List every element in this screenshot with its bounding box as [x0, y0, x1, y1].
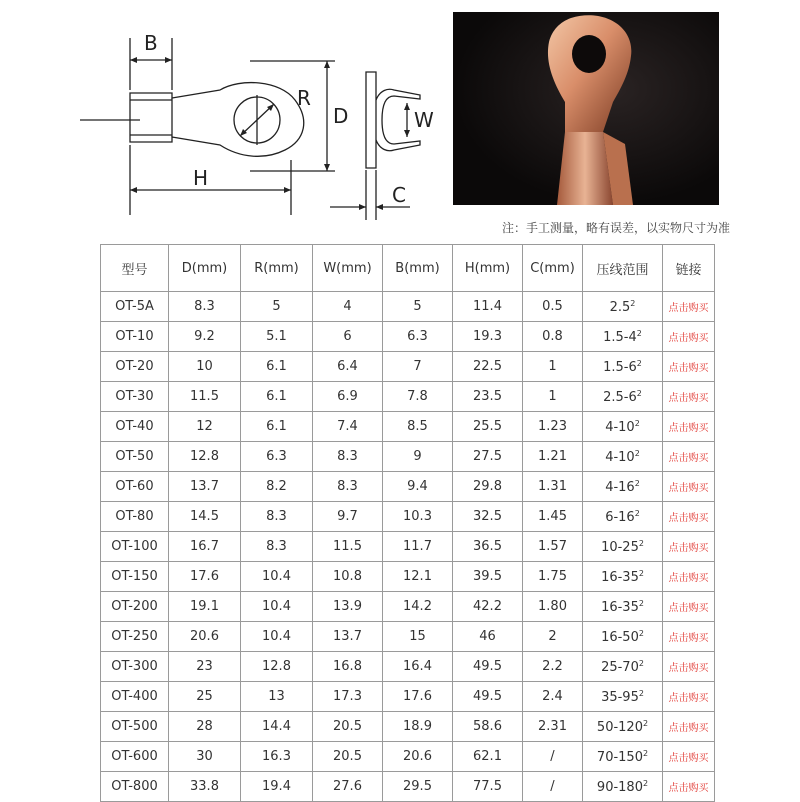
table-cell: 39.5	[453, 562, 523, 592]
table-cell: 19.3	[453, 322, 523, 352]
wire-range-value: 70-150	[596, 749, 643, 765]
table-cell: 11.5	[169, 382, 241, 412]
table-cell: 8.3	[169, 292, 241, 322]
table-row	[101, 382, 715, 412]
table-row	[101, 712, 715, 742]
buy-link[interactable]: 点击购买	[663, 562, 715, 592]
squared-exponent: 2	[630, 298, 636, 308]
label-w: W	[414, 108, 434, 132]
table-cell: 1	[523, 382, 583, 412]
table-cell: 14.2	[383, 592, 453, 622]
table-cell: 25.5	[453, 412, 523, 442]
table-cell: 1.57	[523, 532, 583, 562]
table-row	[101, 412, 715, 442]
squared-exponent: 2	[634, 478, 640, 488]
col-header: C(mm)	[523, 245, 583, 292]
buy-link[interactable]: 点击购买	[663, 502, 715, 532]
table-cell: 33.8	[169, 772, 241, 802]
wire-range-cell	[583, 382, 663, 412]
lug-side-view	[366, 72, 376, 168]
buy-link[interactable]: 点击购买	[663, 292, 715, 322]
spec-table	[100, 244, 715, 802]
table-cell: 1.23	[523, 412, 583, 442]
table-cell: 17.3	[313, 682, 383, 712]
squared-exponent: 2	[638, 658, 644, 668]
table-cell: 1.45	[523, 502, 583, 532]
table-cell: 6.9	[313, 382, 383, 412]
table-cell: 77.5	[453, 772, 523, 802]
wire-range-value: 10-25	[601, 539, 639, 555]
table-cell: 19.4	[241, 772, 313, 802]
table-cell: 12.1	[383, 562, 453, 592]
squared-exponent: 2	[634, 418, 640, 428]
table-row	[101, 292, 715, 322]
table-cell: 6.1	[241, 412, 313, 442]
table-row	[101, 622, 715, 652]
table-row	[101, 502, 715, 532]
squared-exponent: 2	[642, 748, 649, 758]
col-header: B(mm)	[383, 245, 453, 292]
table-cell: OT-30	[101, 382, 169, 412]
buy-link[interactable]: 点击购买	[663, 712, 715, 742]
table-cell: 12	[169, 412, 241, 442]
wire-range-value: 4-16	[605, 479, 635, 495]
squared-exponent: 2	[636, 358, 642, 368]
table-cell: 2	[523, 622, 583, 652]
buy-link[interactable]: 点击购买	[663, 772, 715, 802]
squared-exponent: 2	[634, 448, 640, 458]
wire-range-value: 2.5	[609, 299, 631, 315]
col-header: W(mm)	[313, 245, 383, 292]
wire-range-cell	[583, 652, 663, 682]
buy-link[interactable]: 点击购买	[663, 382, 715, 412]
table-cell: 16.4	[383, 652, 453, 682]
wire-range-cell	[583, 502, 663, 532]
buy-link[interactable]: 点击购买	[663, 352, 715, 382]
table-cell: 17.6	[169, 562, 241, 592]
table-cell: 12.8	[241, 652, 313, 682]
table-cell: 9	[383, 442, 453, 472]
table-cell: 11.7	[383, 532, 453, 562]
table-cell: 14.4	[241, 712, 313, 742]
table-cell: 2.31	[523, 712, 583, 742]
wire-range-cell	[583, 442, 663, 472]
squared-exponent: 2	[638, 568, 644, 578]
wire-range-value: 16-35	[601, 569, 639, 585]
wire-range-value: 4-10	[605, 419, 635, 435]
table-cell: 13.7	[313, 622, 383, 652]
table-cell: 6.1	[241, 352, 313, 382]
buy-link[interactable]: 点击购买	[663, 592, 715, 622]
table-cell: 19.1	[169, 592, 241, 622]
table-cell: OT-150	[101, 562, 169, 592]
table-row	[101, 532, 715, 562]
table-cell: OT-400	[101, 682, 169, 712]
buy-link[interactable]: 点击购买	[663, 532, 715, 562]
label-h: H	[193, 166, 209, 190]
table-cell: 1	[523, 352, 583, 382]
col-header: 压线范围	[583, 245, 663, 292]
squared-exponent: 2	[638, 598, 644, 608]
table-row	[101, 592, 715, 622]
table-cell: 5.1	[241, 322, 313, 352]
wire-range-cell	[583, 292, 663, 322]
table-cell: /	[523, 742, 583, 772]
table-row	[101, 472, 715, 502]
wire-range-value: 1.5-4	[603, 329, 637, 345]
wire-range-value: 25-70	[601, 659, 639, 675]
table-cell: 46	[453, 622, 523, 652]
table-cell: 1.80	[523, 592, 583, 622]
col-header: R(mm)	[241, 245, 313, 292]
table-row	[101, 682, 715, 712]
table-cell: OT-100	[101, 532, 169, 562]
table-cell: 10.8	[313, 562, 383, 592]
label-d: D	[333, 104, 349, 128]
buy-link[interactable]: 点击购买	[663, 652, 715, 682]
table-cell: 13.9	[313, 592, 383, 622]
table-cell: 5	[383, 292, 453, 322]
table-cell: 12.8	[169, 442, 241, 472]
table-cell: 8.3	[241, 502, 313, 532]
wire-range-cell	[583, 742, 663, 772]
table-cell: 2.4	[523, 682, 583, 712]
squared-exponent: 2	[638, 688, 644, 698]
squared-exponent: 2	[636, 388, 642, 398]
table-cell: 23	[169, 652, 241, 682]
wire-range-cell	[583, 472, 663, 502]
squared-exponent: 2	[638, 628, 644, 638]
table-cell: 36.5	[453, 532, 523, 562]
table-cell: 2.2	[523, 652, 583, 682]
wire-range-cell	[583, 532, 663, 562]
buy-link[interactable]: 点击购买	[663, 742, 715, 772]
table-cell: 17.6	[383, 682, 453, 712]
buy-link[interactable]: 点击购买	[663, 322, 715, 352]
table-cell: 20.5	[313, 712, 383, 742]
buy-link[interactable]: 点击购买	[663, 472, 715, 502]
table-cell: 49.5	[453, 652, 523, 682]
header-row	[101, 245, 715, 292]
wire-range-cell	[583, 322, 663, 352]
table-cell: 29.5	[383, 772, 453, 802]
wire-range-cell	[583, 682, 663, 712]
table-cell: 25	[169, 682, 241, 712]
table-cell: 28	[169, 712, 241, 742]
table-cell: 14.5	[169, 502, 241, 532]
table-cell: OT-40	[101, 412, 169, 442]
col-header: D(mm)	[169, 245, 241, 292]
table-cell: 20.6	[169, 622, 241, 652]
table-cell: OT-600	[101, 742, 169, 772]
table-cell: 32.5	[453, 502, 523, 532]
buy-link[interactable]: 点击购买	[663, 442, 715, 472]
wire-range-value: 50-120	[596, 719, 643, 735]
table-cell: 9.7	[313, 502, 383, 532]
table-cell: 1.31	[523, 472, 583, 502]
table-cell: 8.3	[313, 472, 383, 502]
table-row	[101, 322, 715, 352]
table-cell: 6.3	[383, 322, 453, 352]
buy-link[interactable]: 点击购买	[663, 412, 715, 442]
measurement-note: 注：手工测量，略有误差，以实物尺寸为准	[501, 221, 730, 235]
table-cell: 1.75	[523, 562, 583, 592]
table-cell: 10.3	[383, 502, 453, 532]
table-cell: OT-800	[101, 772, 169, 802]
table-cell: 7.4	[313, 412, 383, 442]
table-cell: 16.3	[241, 742, 313, 772]
label-r: R	[297, 86, 311, 110]
table-cell: 8.2	[241, 472, 313, 502]
table-cell: 7.8	[383, 382, 453, 412]
squared-exponent: 2	[642, 718, 649, 728]
table-cell: OT-80	[101, 502, 169, 532]
table-cell: 1.21	[523, 442, 583, 472]
table-cell: 0.5	[523, 292, 583, 322]
wire-range-cell	[583, 562, 663, 592]
table-cell: 6.3	[241, 442, 313, 472]
table-row	[101, 442, 715, 472]
table-cell: OT-60	[101, 472, 169, 502]
table-cell: 10.4	[241, 622, 313, 652]
wire-range-value: 4-10	[605, 449, 635, 465]
table-row	[101, 352, 715, 382]
wire-range-cell	[583, 592, 663, 622]
wire-range-cell	[583, 622, 663, 652]
squared-exponent: 2	[642, 778, 649, 788]
table-cell: 4	[313, 292, 383, 322]
wire-range-value: 6-16	[605, 509, 635, 525]
table-cell: 27.6	[313, 772, 383, 802]
table-cell: 5	[241, 292, 313, 322]
table-cell: 6.4	[313, 352, 383, 382]
table-cell: OT-20	[101, 352, 169, 382]
table-cell: 13.7	[169, 472, 241, 502]
table-cell: 62.1	[453, 742, 523, 772]
squared-exponent: 2	[638, 538, 644, 548]
table-cell: 10.4	[241, 562, 313, 592]
table-cell: OT-300	[101, 652, 169, 682]
table-cell: 16.8	[313, 652, 383, 682]
table-cell: 10	[169, 352, 241, 382]
table-cell: 30	[169, 742, 241, 772]
table-cell: 9.4	[383, 472, 453, 502]
table-row	[101, 562, 715, 592]
table-cell: 29.8	[453, 472, 523, 502]
table-cell: 11.5	[313, 532, 383, 562]
wire-range-cell	[583, 412, 663, 442]
col-header: H(mm)	[453, 245, 523, 292]
wire-range-value: 35-95	[601, 689, 639, 705]
product-photo	[453, 12, 719, 205]
table-cell: 11.4	[453, 292, 523, 322]
table-cell: 20.5	[313, 742, 383, 772]
table-row	[101, 772, 715, 802]
col-header: 链接	[663, 245, 715, 292]
table-cell: 42.2	[453, 592, 523, 622]
label-b: B	[144, 31, 158, 55]
squared-exponent: 2	[636, 328, 642, 338]
table-cell: /	[523, 772, 583, 802]
table-cell: 13	[241, 682, 313, 712]
table-cell: 15	[383, 622, 453, 652]
col-header: 型号	[101, 245, 169, 292]
table-cell: 23.5	[453, 382, 523, 412]
table-cell: 22.5	[453, 352, 523, 382]
wire-range-cell	[583, 712, 663, 742]
table-row	[101, 742, 715, 772]
table-cell: 10.4	[241, 592, 313, 622]
table-cell: 20.6	[383, 742, 453, 772]
wire-range-value: 2.5-6	[603, 389, 637, 405]
table-cell: OT-200	[101, 592, 169, 622]
wire-range-value: 16-35	[601, 599, 639, 615]
table-cell: 27.5	[453, 442, 523, 472]
table-cell: 58.6	[453, 712, 523, 742]
buy-link[interactable]: 点击购买	[663, 682, 715, 712]
table-cell: 18.9	[383, 712, 453, 742]
table-cell: 49.5	[453, 682, 523, 712]
table-cell: 8.3	[241, 532, 313, 562]
table-cell: 0.8	[523, 322, 583, 352]
buy-link[interactable]: 点击购买	[663, 622, 715, 652]
wire-range-value: 16-50	[601, 629, 639, 645]
label-c: C	[392, 183, 406, 207]
table-cell: OT-500	[101, 712, 169, 742]
table-cell: OT-5A	[101, 292, 169, 322]
squared-exponent: 2	[634, 508, 640, 518]
wire-range-value: 1.5-6	[603, 359, 637, 375]
table-cell: 9.2	[169, 322, 241, 352]
table-cell: OT-10	[101, 322, 169, 352]
table-cell: 8.5	[383, 412, 453, 442]
table-cell: 6	[313, 322, 383, 352]
wire-range-cell	[583, 772, 663, 802]
wire-range-cell	[583, 352, 663, 382]
table-row	[101, 652, 715, 682]
table-cell: 8.3	[313, 442, 383, 472]
table-cell: OT-50	[101, 442, 169, 472]
terminal-dimension-diagram	[80, 20, 450, 220]
table-cell: 16.7	[169, 532, 241, 562]
table-cell: 7	[383, 352, 453, 382]
table-cell: 6.1	[241, 382, 313, 412]
wire-range-value: 90-180	[596, 779, 643, 795]
lug-outline	[130, 83, 304, 157]
table-cell: OT-250	[101, 622, 169, 652]
